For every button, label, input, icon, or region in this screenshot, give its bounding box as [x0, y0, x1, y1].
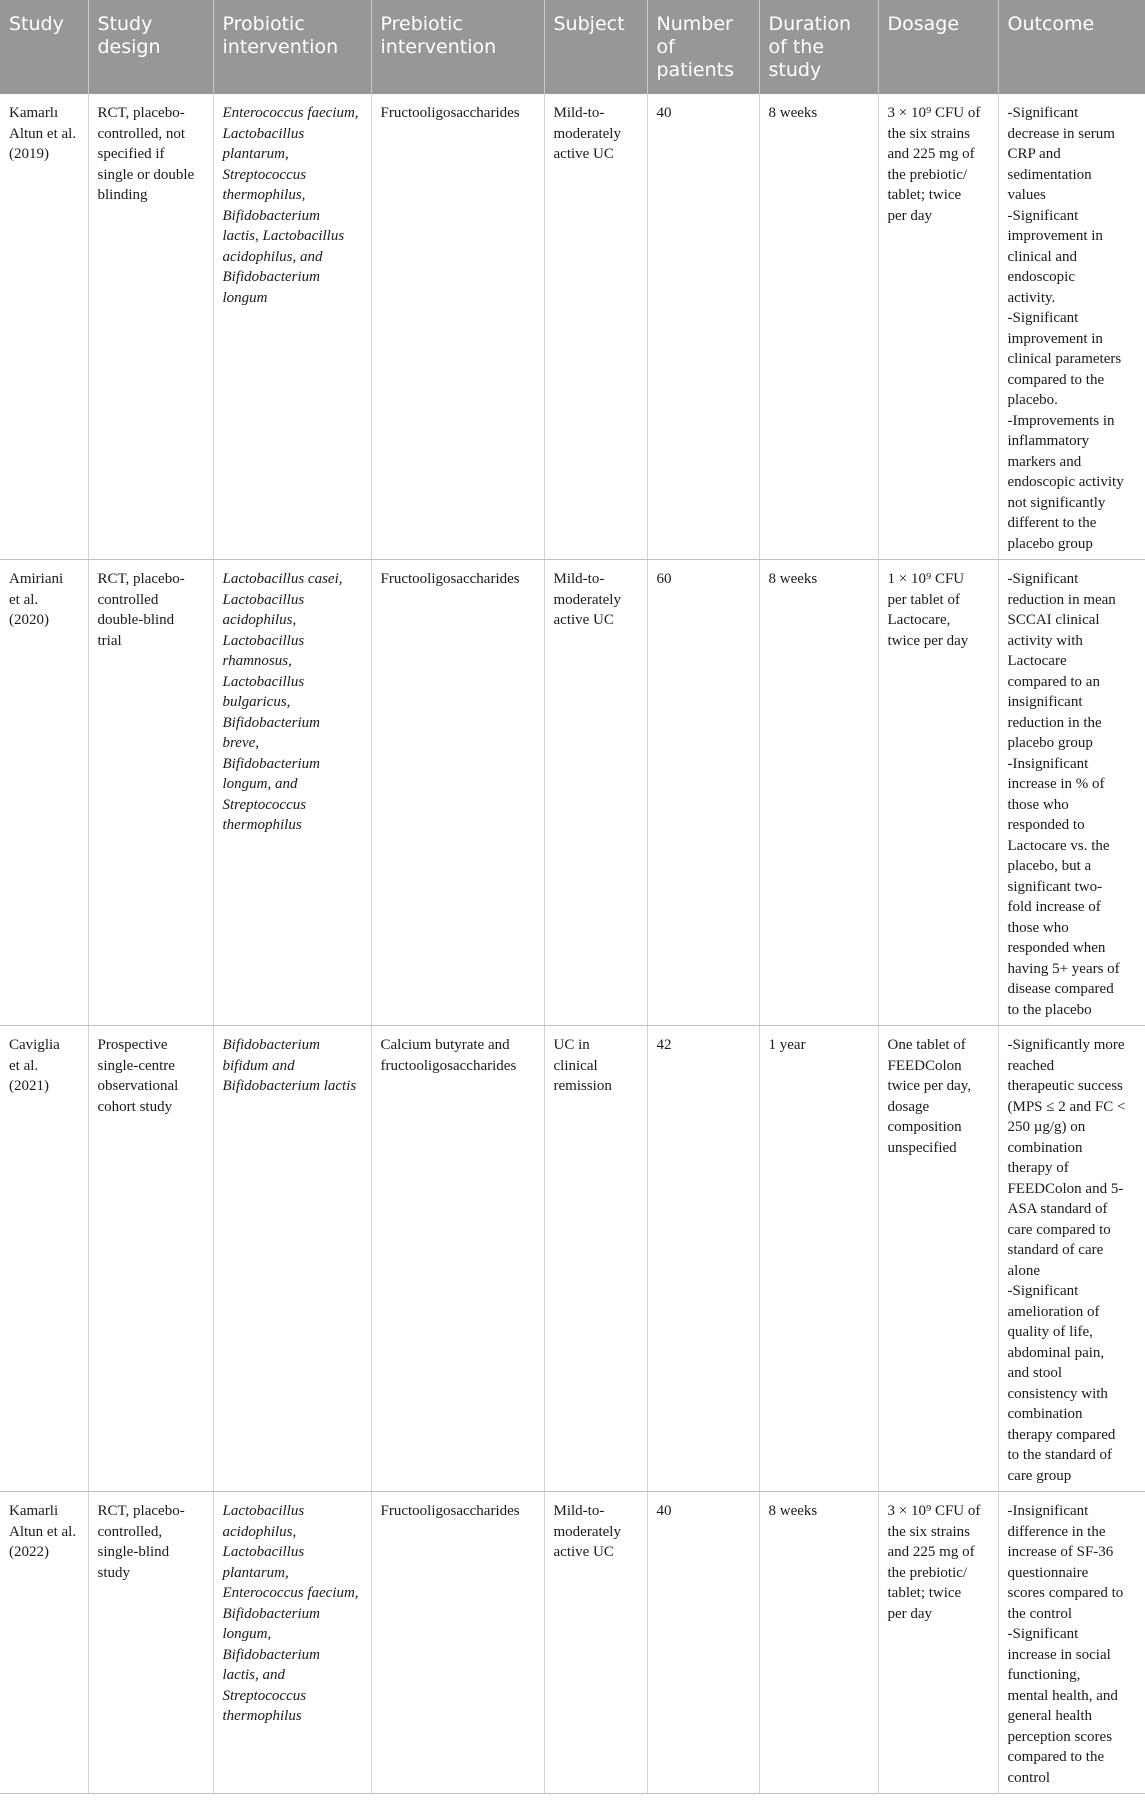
header-duration — [759, 0, 878, 94]
cell-duration — [759, 560, 878, 1026]
cell-patients — [647, 1492, 759, 1794]
cell-line: reduction in mean — [1007, 591, 1116, 608]
cell-line: blinding — [97, 187, 148, 203]
header-study-design — [88, 0, 213, 94]
cell-line: abdominal pain, — [1007, 1344, 1105, 1361]
cell-prebiotic — [371, 560, 544, 1026]
cell-line: moderately — [553, 125, 621, 142]
cell-line: longum, — [222, 1626, 272, 1642]
cell-line: 1 × 10⁹ CFU — [887, 571, 965, 587]
cell-line: Probiotic — [222, 13, 305, 35]
cell-line: cohort study — [97, 1098, 173, 1115]
cell-dosage — [878, 1492, 998, 1794]
cell-subject — [544, 94, 647, 560]
cell-line: to the placebo — [1007, 1001, 1092, 1018]
cell-line: acidophilus, — [222, 1523, 297, 1540]
cell-line: acidophilus, — [222, 612, 297, 628]
cell-line: Fructooligosaccharides — [380, 1503, 520, 1519]
cell-line: Study — [9, 13, 64, 35]
cell-line: composition — [887, 1119, 962, 1135]
cell-line: perception scores — [1007, 1728, 1113, 1745]
cell-line: Bifidobacterium — [222, 207, 320, 224]
cell-prebiotic — [371, 94, 544, 560]
cell-line: Outcome — [1007, 13, 1095, 35]
cell-line: unspecified — [887, 1139, 957, 1156]
cell-line: single-blind — [97, 1544, 170, 1560]
cell-line: (2022) — [9, 1544, 49, 1560]
header-probiotic-intervention — [213, 0, 371, 94]
cell-line: placebo. — [1007, 392, 1058, 408]
cell-dosage — [878, 1026, 998, 1492]
table-row — [0, 1026, 1145, 1492]
cell-study-design — [88, 1492, 213, 1794]
cell-dosage — [878, 94, 998, 560]
cell-line: Bifidobacterium — [222, 1646, 320, 1663]
cell-line: combination — [1007, 1406, 1083, 1422]
cell-line: the six strains — [887, 125, 970, 142]
cell-line: -Insignificant — [1007, 755, 1089, 772]
cell-patients — [647, 560, 759, 1026]
cell-line: of — [656, 36, 675, 58]
cell-line: scores compared to — [1007, 1585, 1124, 1601]
cell-probiotic — [213, 1026, 371, 1492]
cell-line: SCCAI clinical — [1007, 612, 1100, 628]
cell-line: Prebiotic — [380, 13, 463, 35]
cell-line: fold increase of — [1007, 899, 1101, 915]
cell-line: (2021) — [9, 1078, 49, 1094]
cell-line: 1 year — [768, 1037, 806, 1053]
cell-line: study — [768, 59, 822, 81]
cell-line: 42 — [656, 1037, 672, 1053]
cell-line: One tablet of — [887, 1037, 966, 1053]
header-prebiotic-intervention — [371, 0, 544, 94]
cell-line: responded when — [1007, 940, 1106, 956]
cell-line: disease compared — [1007, 981, 1114, 997]
cell-line: plantarum, — [222, 146, 289, 162]
cell-line: observational — [97, 1078, 179, 1094]
cell-prebiotic — [371, 1492, 544, 1794]
cell-line: dosage — [887, 1098, 930, 1115]
cell-line: fructooligosaccharides — [380, 1057, 517, 1074]
cell-line: 40 — [656, 1503, 672, 1519]
cell-duration — [759, 94, 878, 560]
cell-line: Streptococcus — [222, 1687, 307, 1704]
cell-line: standard of care — [1007, 1242, 1104, 1258]
cell-probiotic — [213, 94, 371, 560]
cell-line: placebo group — [1007, 535, 1093, 552]
cell-line: increase of SF-36 — [1007, 1544, 1114, 1560]
cell-line: 8 weeks — [768, 105, 818, 121]
cell-line: clinical parameters — [1007, 351, 1122, 367]
cell-line: Mild-to- — [553, 1503, 605, 1519]
cell-line: care compared to — [1007, 1221, 1111, 1238]
cell-line: Amiriani — [9, 571, 64, 587]
cell-line: sedimentation — [1007, 166, 1092, 183]
cell-line: increase in % of — [1007, 776, 1105, 792]
cell-line: amelioration of — [1007, 1303, 1100, 1320]
cell-line: remission — [553, 1078, 612, 1094]
cell-prebiotic — [371, 1026, 544, 1492]
cell-line: therapy of — [1007, 1160, 1069, 1176]
cell-line: tablet; twice — [887, 187, 962, 203]
cell-line: (2019) — [9, 146, 49, 162]
cell-line: decrease in serum — [1007, 125, 1115, 142]
cell-line: twice per day — [887, 632, 969, 649]
cell-outcome — [998, 1026, 1145, 1492]
cell-line: study — [97, 1564, 131, 1581]
cell-line: ASA standard of — [1007, 1201, 1108, 1217]
cell-line: Bifidobacterium lactis — [222, 1078, 357, 1094]
cell-line: insignificant — [1007, 694, 1083, 710]
cell-line: questionnaire — [1007, 1564, 1089, 1581]
cell-dosage — [878, 560, 998, 1026]
cell-line: control — [1007, 1769, 1050, 1786]
cell-line: 8 weeks — [768, 1503, 818, 1519]
cell-line: Streptococcus — [222, 796, 307, 813]
cell-line: Altun et al. — [9, 125, 77, 142]
cell-line: combination — [1007, 1139, 1083, 1156]
cell-line: -Significant — [1007, 207, 1079, 224]
cell-line: -Significant — [1007, 310, 1079, 326]
cell-line: longum, and — [222, 776, 298, 792]
cell-study-design — [88, 560, 213, 1026]
cell-line: placebo group — [1007, 735, 1093, 751]
cell-line: of the — [768, 36, 825, 58]
header-number-of-patients — [647, 0, 759, 94]
cell-line: endoscopic activity — [1007, 474, 1124, 490]
cell-line: -Insignificant — [1007, 1503, 1089, 1519]
cell-line: -Significant — [1007, 105, 1079, 121]
cell-line: active UC — [553, 612, 614, 628]
cell-line: not significantly — [1007, 494, 1106, 511]
cell-line: Calcium butyrate and — [380, 1037, 510, 1053]
cell-line: per tablet of — [887, 591, 960, 608]
cell-line: Mild-to- — [553, 571, 605, 587]
cell-line: placebo, but a — [1007, 858, 1092, 874]
cell-outcome — [998, 560, 1145, 1026]
cell-line: values — [1007, 187, 1046, 203]
cell-line: consistency with — [1007, 1385, 1108, 1402]
cell-line: Lactobacillus casei, — [222, 571, 343, 587]
cell-line: significant two- — [1007, 878, 1103, 895]
cell-line: Altun et al. — [9, 1523, 77, 1540]
cell-line: RCT, placebo- — [97, 105, 185, 121]
cell-line: CRP and — [1007, 146, 1061, 162]
cell-line: Fructooligosaccharides — [380, 571, 520, 587]
cell-line: FEEDColon and 5- — [1007, 1180, 1124, 1197]
cell-line: controlled — [97, 591, 159, 608]
cell-line: Lactobacillus — [222, 632, 305, 649]
cell-line: the prebiotic/ — [887, 166, 968, 183]
cell-line: Enterococcus faecium, — [222, 1585, 359, 1601]
cell-line: acidophilus, and — [222, 248, 323, 265]
cell-line: patients — [656, 59, 735, 81]
cell-line: moderately — [553, 591, 621, 608]
cell-line: Kamarli — [9, 1503, 59, 1519]
cell-line: Kamarlı — [9, 105, 59, 121]
cell-line: Study — [97, 13, 153, 35]
cell-line: 3 × 10⁹ CFU of — [887, 1503, 981, 1519]
cell-line: bifidum and — [222, 1057, 295, 1074]
cell-line: Lactocare — [1007, 653, 1067, 669]
cell-outcome — [998, 1492, 1145, 1794]
cell-line: reduction in the — [1007, 714, 1102, 731]
cell-line: increase in social — [1007, 1646, 1111, 1663]
cell-duration — [759, 1492, 878, 1794]
cell-line: lactis, and — [222, 1667, 285, 1683]
cell-line: compared to the — [1007, 1749, 1105, 1765]
cell-line: functioning, — [1007, 1667, 1081, 1683]
cell-line: intervention — [380, 36, 497, 58]
cell-line: FEEDColon — [887, 1057, 962, 1074]
header-row — [0, 0, 1145, 94]
cell-line: -Significant — [1007, 1626, 1079, 1642]
cell-study — [0, 94, 88, 560]
cell-line: and 225 mg of — [887, 1544, 975, 1560]
header-dosage — [878, 0, 998, 94]
cell-line: plantarum, — [222, 1564, 289, 1581]
cell-line: rhamnosus, — [222, 653, 292, 669]
cell-line: -Significant — [1007, 1283, 1079, 1299]
cell-duration — [759, 1026, 878, 1492]
cell-line: 60 — [656, 571, 672, 587]
cell-study — [0, 1026, 88, 1492]
cell-patients — [647, 1026, 759, 1492]
cell-line: Caviglia — [9, 1037, 60, 1053]
cell-line: clinical — [553, 1057, 598, 1074]
cell-study — [0, 1492, 88, 1794]
cell-line: therapy compared — [1007, 1426, 1116, 1443]
cell-line: active UC — [553, 1544, 614, 1560]
cell-line: et al. — [9, 591, 39, 608]
cell-line: difference in the — [1007, 1523, 1106, 1540]
cell-line: those who — [1007, 796, 1069, 813]
cell-line: quality of life, — [1007, 1324, 1093, 1340]
table-row — [0, 560, 1145, 1026]
cell-line: RCT, placebo- — [97, 571, 185, 587]
cell-line: to the standard of — [1007, 1447, 1113, 1463]
cell-subject — [544, 1026, 647, 1492]
cell-line: 250 µg/g) on — [1007, 1119, 1086, 1135]
cell-line: different to the — [1007, 515, 1097, 531]
cell-line: Enterococcus faecium, — [222, 105, 359, 121]
cell-line: bulgaricus, — [222, 694, 291, 710]
cell-line: thermophilus, — [222, 187, 306, 203]
cell-probiotic — [213, 1492, 371, 1794]
cell-line: Lactobacillus — [222, 591, 305, 608]
cell-line: active UC — [553, 146, 614, 162]
cell-line: -Significant — [1007, 571, 1079, 587]
cell-line: Lactocare vs. the — [1007, 837, 1110, 854]
cell-line: specified if — [97, 146, 165, 162]
cell-line: general health — [1007, 1708, 1093, 1724]
cell-study — [0, 560, 88, 1026]
cell-line: lactis, Lactobacillus — [222, 228, 345, 244]
header-outcome — [998, 0, 1145, 94]
cell-line: Bifidobacterium — [222, 269, 320, 285]
cell-line: single or double — [97, 166, 195, 183]
cell-line: Bifidobacterium — [222, 1605, 320, 1622]
cell-line: alone — [1007, 1262, 1040, 1279]
cell-line: moderately — [553, 1523, 621, 1540]
cell-line: Streptococcus — [222, 166, 307, 183]
cell-line: Lactobacillus — [222, 1544, 305, 1560]
cell-line: trial — [97, 632, 122, 649]
cell-line: clinical and — [1007, 248, 1078, 265]
cell-line: mental health, and — [1007, 1687, 1118, 1704]
cell-line: Bifidobacterium — [222, 714, 320, 731]
table-row — [0, 94, 1145, 560]
cell-line: Lactobacillus — [222, 673, 305, 690]
cell-line: therapeutic success — [1007, 1078, 1123, 1094]
cell-line: Prospective — [97, 1037, 168, 1053]
cell-study-design — [88, 1026, 213, 1492]
header-subject — [544, 0, 647, 94]
cell-line: activity with — [1007, 632, 1083, 649]
header-study — [0, 0, 88, 94]
cell-line: compared to the — [1007, 371, 1105, 388]
cell-line: (2020) — [9, 612, 49, 628]
cell-line: and 225 mg of — [887, 146, 975, 162]
cell-line: inflammatory — [1007, 433, 1090, 449]
cell-patients — [647, 94, 759, 560]
cell-line: UC in — [553, 1037, 590, 1053]
cell-line: Subject — [553, 13, 625, 35]
cell-line: reached — [1007, 1057, 1055, 1074]
cell-line: double-blind — [97, 612, 175, 628]
cell-line: Fructooligosaccharides — [380, 105, 520, 121]
table-row — [0, 1492, 1145, 1794]
cell-line: thermophilus — [222, 1708, 302, 1724]
cell-line: longum — [222, 289, 268, 306]
cell-line: intervention — [222, 36, 339, 58]
cell-line: Number — [656, 13, 733, 35]
cell-line: single-centre — [97, 1057, 175, 1074]
cell-subject — [544, 560, 647, 1026]
cell-line: improvement in — [1007, 228, 1103, 244]
cell-line: Mild-to- — [553, 105, 605, 121]
cell-line: those who — [1007, 919, 1069, 936]
cell-line: activity. — [1007, 289, 1056, 306]
cell-line: 40 — [656, 105, 672, 121]
cell-line: the control — [1007, 1605, 1073, 1622]
cell-line: per day — [887, 1605, 933, 1622]
cell-study-design — [88, 94, 213, 560]
cell-line: twice per day, — [887, 1078, 972, 1094]
cell-line: breve, — [222, 735, 260, 751]
cell-line: care group — [1007, 1467, 1072, 1484]
cell-line: having 5+ years of — [1007, 960, 1120, 977]
cell-line: design — [97, 36, 161, 58]
cell-line: thermophilus — [222, 817, 302, 833]
cell-subject — [544, 1492, 647, 1794]
cell-line: 3 × 10⁹ CFU of — [887, 105, 981, 121]
cell-line: et al. — [9, 1057, 39, 1074]
cell-probiotic — [213, 560, 371, 1026]
cell-line: the prebiotic/ — [887, 1564, 968, 1581]
cell-line: (MPS ≤ 2 and FC < — [1007, 1098, 1126, 1115]
cell-line: Lactobacillus — [222, 1503, 305, 1519]
cell-line: tablet; twice — [887, 1585, 962, 1601]
cell-line: markers and — [1007, 453, 1082, 470]
cell-line: Bifidobacterium — [222, 1037, 320, 1053]
cell-outcome — [998, 94, 1145, 560]
cell-line: improvement in — [1007, 330, 1103, 347]
cell-line: responded to — [1007, 817, 1085, 833]
cell-line: -Significantly more — [1007, 1037, 1125, 1053]
cell-line: the six strains — [887, 1523, 970, 1540]
cell-line: RCT, placebo- — [97, 1503, 185, 1519]
cell-line: Dosage — [887, 13, 960, 35]
cell-line: Lactocare, — [887, 612, 951, 628]
cell-line: controlled, not — [97, 125, 185, 142]
cell-line: controlled, — [97, 1523, 163, 1540]
cell-line: and stool — [1007, 1365, 1063, 1381]
cell-line: per day — [887, 207, 933, 224]
cell-line: -Improvements in — [1007, 412, 1115, 429]
cell-line: Duration — [768, 13, 852, 35]
cell-line: endoscopic — [1007, 269, 1075, 285]
cell-line: Lactobacillus — [222, 125, 305, 142]
cell-line: Bifidobacterium — [222, 755, 320, 772]
cell-line: 8 weeks — [768, 571, 818, 587]
cell-line: compared to an — [1007, 673, 1100, 690]
